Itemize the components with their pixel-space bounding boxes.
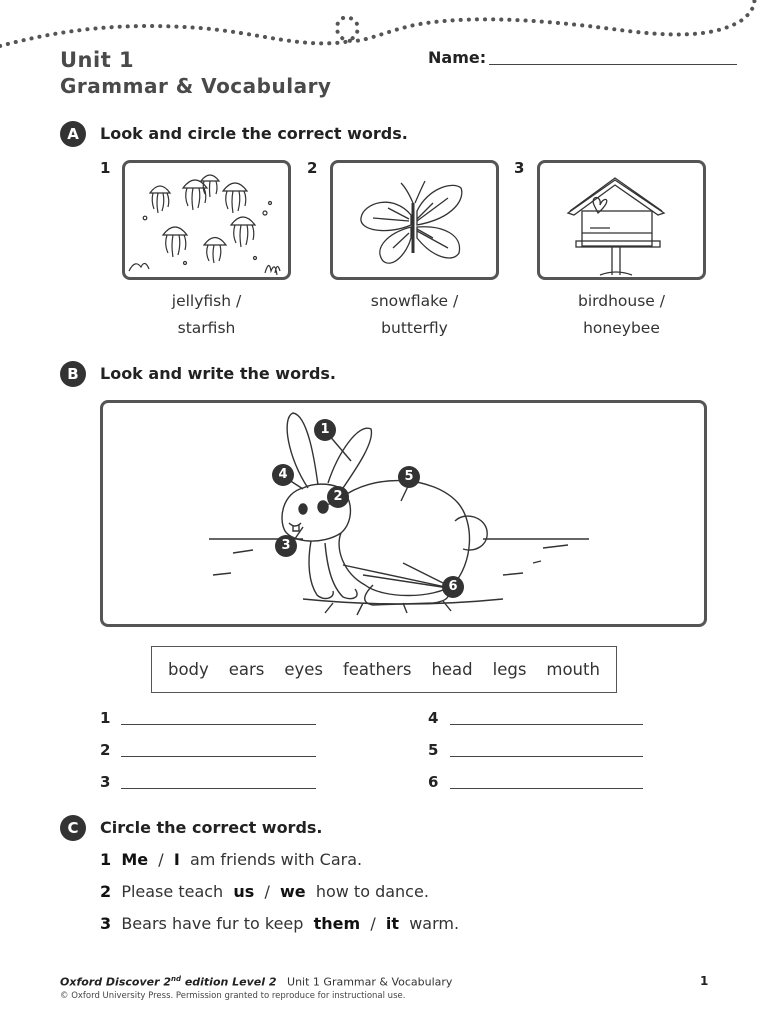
sentence-text: Bears have fur to keep (121, 914, 304, 933)
birdhouse-picture-box (537, 160, 706, 280)
jellyfish-picture-box (122, 160, 291, 280)
section-b-title: Look and write the words. (100, 364, 337, 383)
section-a-badge: A (60, 121, 86, 147)
option-it[interactable]: it (385, 914, 400, 933)
answer-line-4[interactable] (450, 724, 643, 725)
name-label: Name: (428, 48, 487, 67)
option-i[interactable]: I (173, 850, 180, 869)
option-them[interactable]: them (313, 914, 361, 933)
word-bank-item: ears (228, 660, 265, 679)
footer-unit-text: Unit 1 Grammar & Vocabulary (287, 975, 453, 989)
footer-brand-rest: edition Level 2 (180, 975, 277, 989)
marker-4: 4 (272, 464, 294, 486)
option-starfish[interactable]: starfish (177, 319, 236, 337)
sentence-text: Please teach (121, 882, 224, 901)
sentence-text: am friends with Cara. (189, 850, 363, 869)
marker-2: 2 (327, 486, 349, 508)
butterfly-picture-box (330, 160, 499, 280)
option-us[interactable]: us (233, 882, 255, 901)
word-bank (151, 646, 617, 693)
rabbit-picture-box (100, 400, 707, 627)
word-bank-item: eyes (284, 660, 324, 679)
option-we[interactable]: we (280, 882, 306, 901)
answer-number: 1 (100, 709, 111, 727)
unit-title: Unit 1 (60, 48, 135, 72)
marker-5: 5 (398, 466, 420, 488)
section-c-badge: C (60, 815, 86, 841)
sentence-text: how to dance. (315, 882, 429, 901)
option-separator: / (370, 914, 376, 933)
answer-line-5[interactable] (450, 756, 643, 757)
answer-number: 4 (428, 709, 439, 727)
item-number: 3 (514, 159, 525, 177)
name-answer-line[interactable] (489, 64, 737, 65)
option-butterfly[interactable]: butterfly (381, 319, 448, 337)
sentence-number: 2 (100, 882, 112, 901)
section-b-badge: B (60, 361, 86, 387)
answer-line-3[interactable] (121, 788, 316, 789)
word-bank-item: legs (492, 660, 527, 679)
birdhouse-illustration (540, 163, 703, 277)
butterfly-illustration (333, 163, 496, 277)
word-bank-item: feathers (342, 660, 412, 679)
option-separator: / (158, 850, 164, 869)
item-3-options (537, 288, 706, 342)
marker-6: 6 (442, 576, 464, 598)
page-number: 1 (700, 974, 709, 988)
option-birdhouse[interactable]: birdhouse / (578, 292, 665, 310)
marker-3: 3 (275, 535, 297, 557)
answer-number: 6 (428, 773, 439, 791)
answer-number: 3 (100, 773, 111, 791)
option-separator: / (264, 882, 270, 901)
footer-brand-sup: nd (170, 975, 181, 983)
word-bank-item: body (167, 660, 209, 679)
option-jellyfish[interactable]: jellyfish / (171, 292, 242, 310)
word-bank-item: head (431, 660, 473, 679)
answer-line-6[interactable] (450, 788, 643, 789)
marker-1: 1 (314, 419, 336, 441)
answer-number: 5 (428, 741, 439, 759)
answer-number: 2 (100, 741, 111, 759)
item-2-options (330, 288, 499, 342)
section-a-title: Look and circle the correct words. (100, 124, 408, 143)
answer-line-1[interactable] (121, 724, 316, 725)
sentence-1 (100, 850, 362, 869)
sentence-2 (100, 882, 429, 901)
answer-line-2[interactable] (121, 756, 316, 757)
sentence-text: warm. (409, 914, 460, 933)
item-1-options (122, 288, 291, 342)
section-c-title: Circle the correct words. (100, 818, 323, 837)
item-number: 2 (307, 159, 318, 177)
sentence-number: 3 (100, 914, 112, 933)
footer-brand: Oxford Discover 2 (60, 975, 171, 989)
page-subtitle: Grammar & Vocabulary (60, 74, 332, 98)
option-honeybee[interactable]: honeybee (583, 319, 660, 337)
footer-credit (60, 975, 452, 989)
rabbit-illustration (103, 403, 704, 624)
sentence-number: 1 (100, 850, 112, 869)
jellyfish-illustration (125, 163, 288, 277)
word-bank-item: mouth (546, 660, 600, 679)
sentence-3 (100, 914, 459, 933)
footer-copyright: © Oxford University Press. Permission granted to reproduce for instructional use. (60, 991, 406, 1001)
option-me[interactable]: Me (121, 850, 149, 869)
item-number: 1 (100, 159, 111, 177)
option-snowflake[interactable]: snowflake / (370, 292, 459, 310)
